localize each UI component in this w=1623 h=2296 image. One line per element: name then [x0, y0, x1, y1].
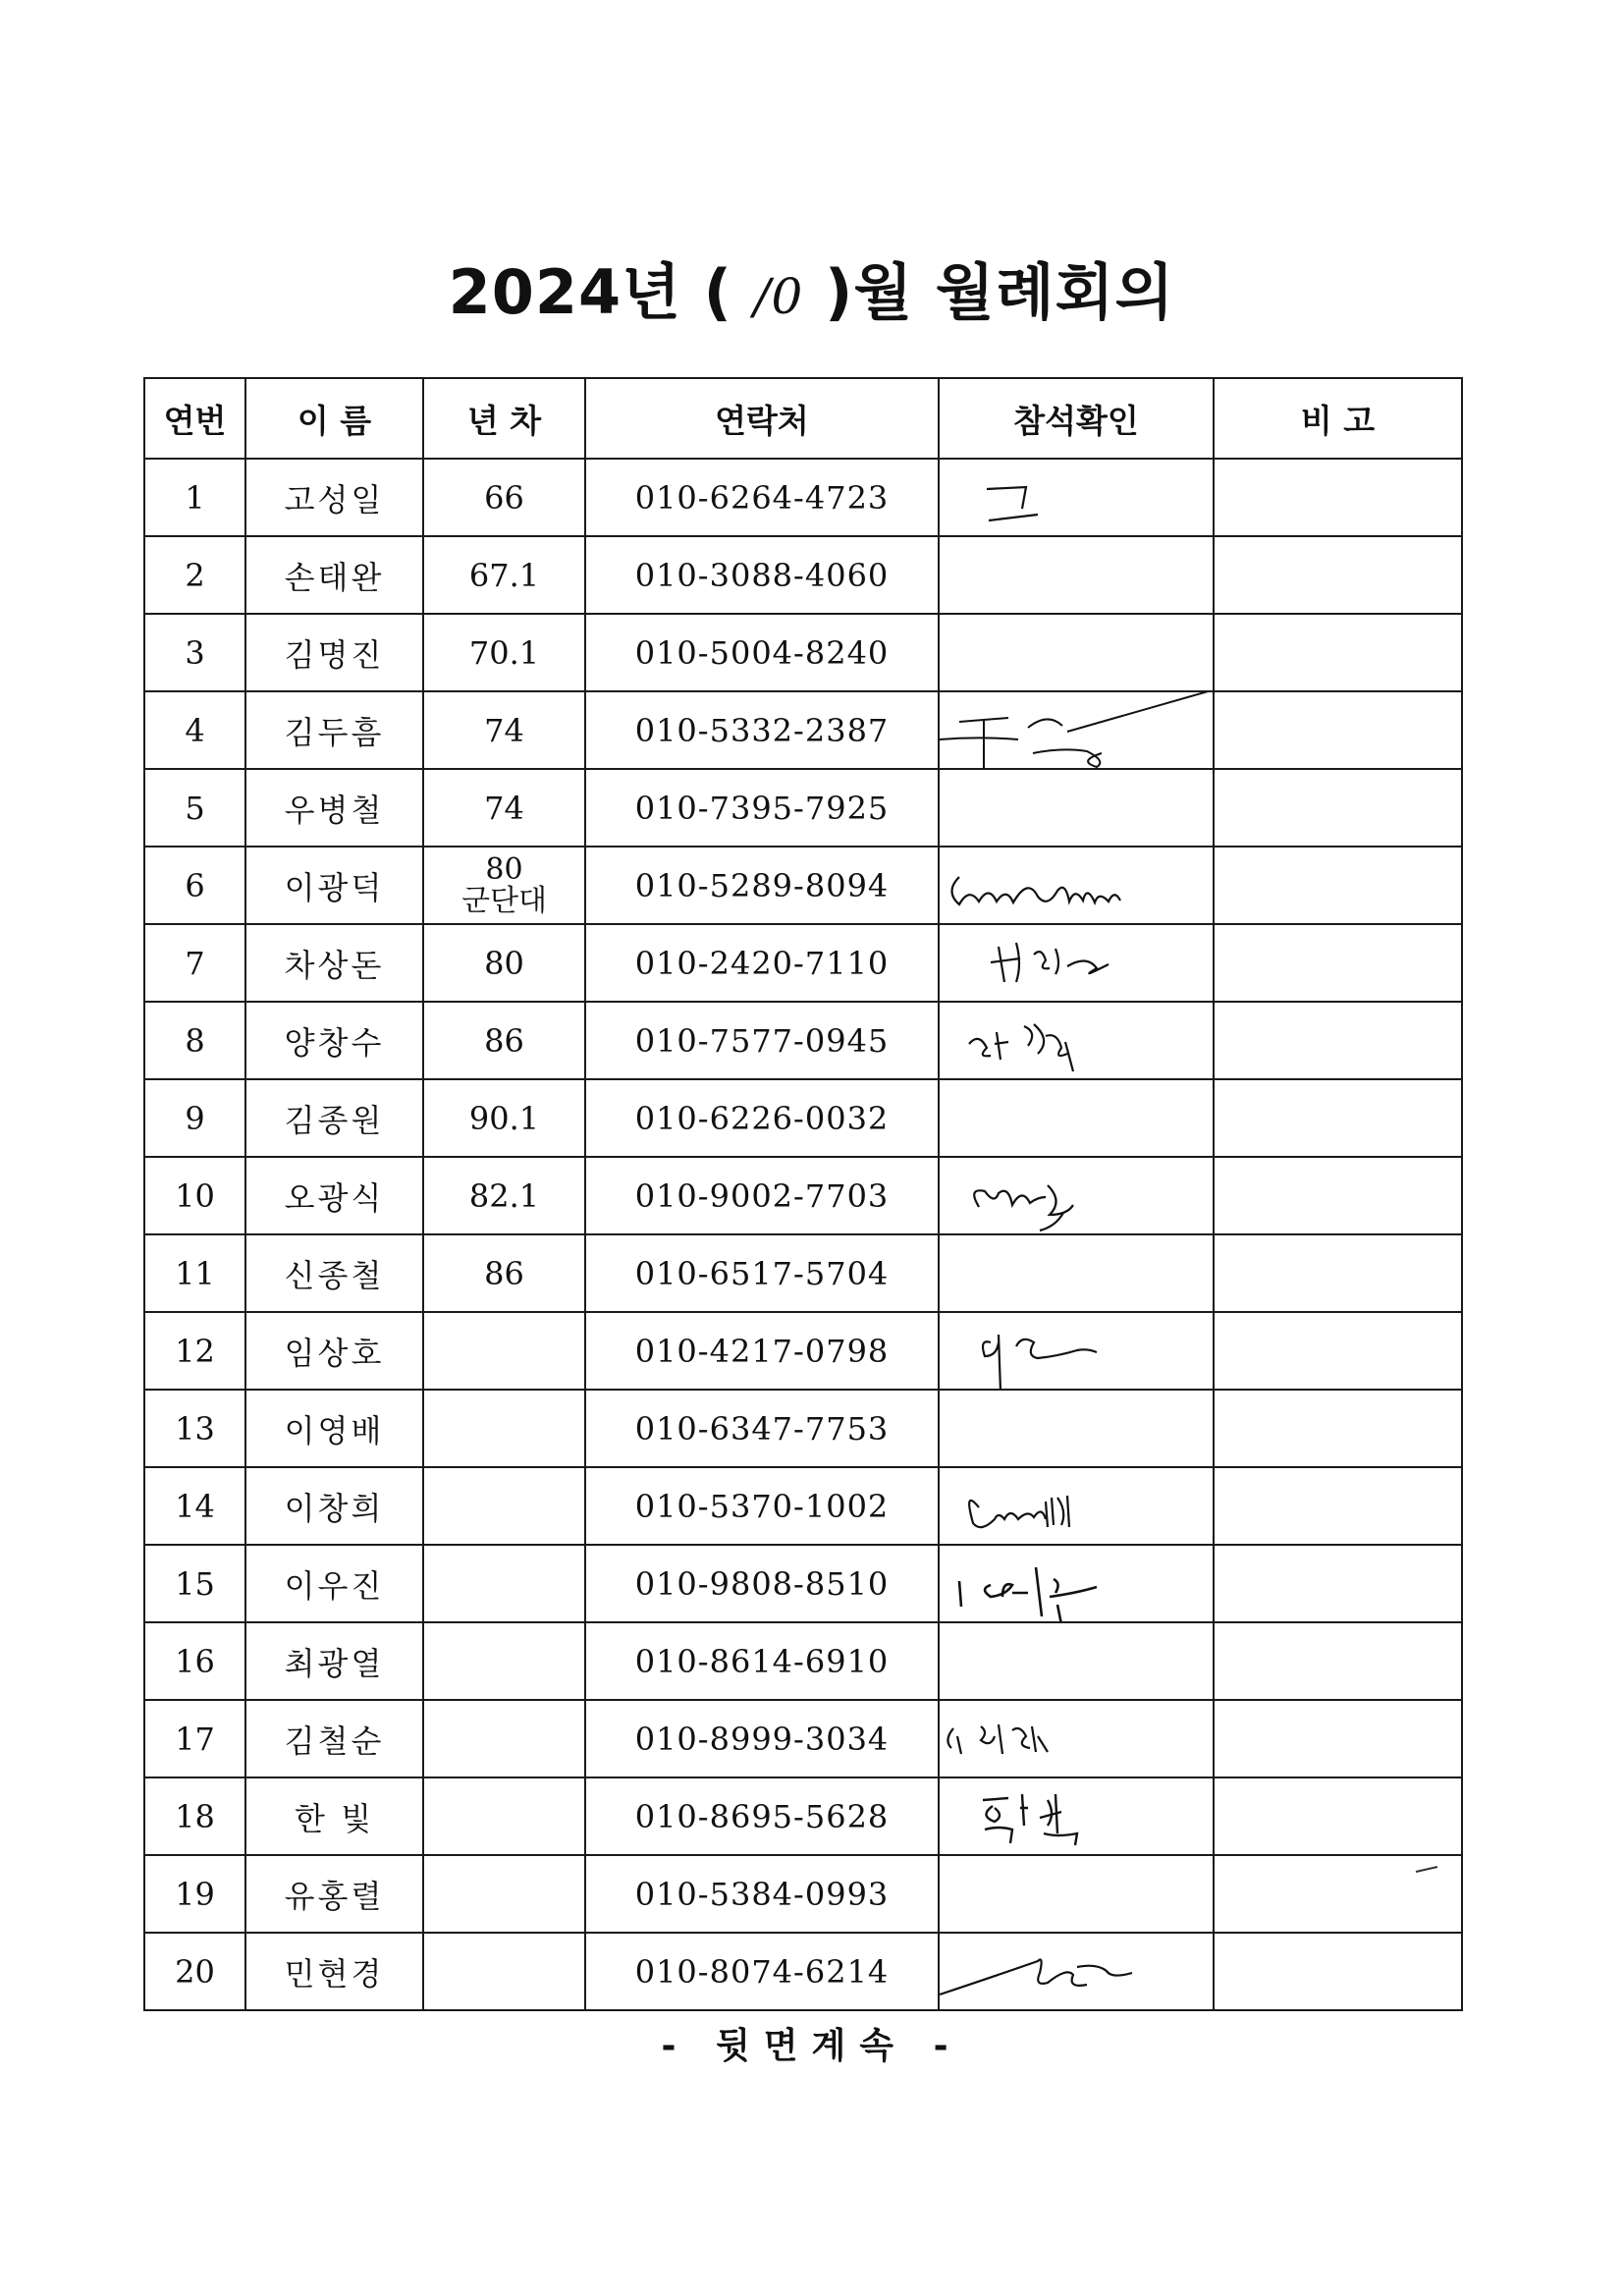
- remarks-cell: [1214, 1467, 1462, 1545]
- remarks-cell: [1214, 1002, 1462, 1079]
- remarks-cell: [1214, 847, 1462, 924]
- phone-cell: 010-5384-0993: [585, 1855, 939, 1933]
- attendance-cell: [939, 769, 1214, 847]
- attendance-table: [143, 377, 1463, 2011]
- signature-mark: [940, 1546, 1214, 1621]
- attendance-cell: [939, 536, 1214, 614]
- name-cell: 김철순: [245, 1700, 423, 1777]
- signature-mark: [940, 1778, 1214, 1854]
- signature-mark: [940, 1701, 1214, 1777]
- table-row: [144, 1933, 1462, 2010]
- signature-mark: [940, 1313, 1214, 1389]
- attendance-cell: [939, 691, 1214, 769]
- remarks-cell: [1214, 1933, 1462, 2010]
- handwritten-month: /0: [753, 268, 804, 325]
- phone-cell: 010-6517-5704: [585, 1234, 939, 1312]
- signature-mark: [940, 1003, 1214, 1078]
- name-cell: 이광덕: [245, 847, 423, 924]
- signature-mark: [940, 1468, 1214, 1544]
- no-cell: 11: [144, 1234, 245, 1312]
- remarks-cell: [1214, 769, 1462, 847]
- table-row: [144, 691, 1462, 769]
- attendance-cell: [939, 614, 1214, 691]
- year-cell: [423, 1933, 585, 2010]
- header-attendance: 참석확인: [939, 378, 1214, 459]
- year-cell: 67.1: [423, 536, 585, 614]
- table-row: [144, 1312, 1462, 1390]
- name-cell: 한 빛: [245, 1777, 423, 1855]
- title-prefix: 2024년 (: [448, 256, 732, 328]
- signature-mark: [940, 460, 1214, 535]
- phone-cell: 010-7395-7925: [585, 769, 939, 847]
- phone-cell: 010-6264-4723: [585, 459, 939, 536]
- no-cell: 10: [144, 1157, 245, 1234]
- table-row: [144, 1390, 1462, 1467]
- stray-pen-mark: [1414, 1863, 1443, 1877]
- name-cell: 이영배: [245, 1390, 423, 1467]
- attendance-cell: [939, 1777, 1214, 1855]
- remarks-cell: [1214, 1390, 1462, 1467]
- signature-mark: [940, 925, 1214, 1001]
- no-cell: 7: [144, 924, 245, 1002]
- phone-cell: 010-8999-3034: [585, 1700, 939, 1777]
- attendance-cell: [939, 1234, 1214, 1312]
- table-row: [144, 1234, 1462, 1312]
- year-cell: 86: [423, 1002, 585, 1079]
- no-cell: 19: [144, 1855, 245, 1933]
- remarks-cell: [1214, 1312, 1462, 1390]
- no-cell: 15: [144, 1545, 245, 1622]
- year-cell: [423, 1545, 585, 1622]
- no-cell: 1: [144, 459, 245, 536]
- phone-cell: 010-9808-8510: [585, 1545, 939, 1622]
- remarks-cell: [1214, 459, 1462, 536]
- no-cell: 18: [144, 1777, 245, 1855]
- phone-cell: 010-7577-0945: [585, 1002, 939, 1079]
- table-row: [144, 769, 1462, 847]
- name-cell: 민현경: [245, 1933, 423, 2010]
- table-row: [144, 1467, 1462, 1545]
- attendance-cell: [939, 1002, 1214, 1079]
- header-row: [144, 378, 1462, 459]
- year-cell: 82.1: [423, 1157, 585, 1234]
- table-row: [144, 1700, 1462, 1777]
- header-remarks: 비 고: [1214, 378, 1462, 459]
- table-row: [144, 614, 1462, 691]
- remarks-cell: [1214, 1079, 1462, 1157]
- year-cell: [423, 1777, 585, 1855]
- table-row: [144, 1855, 1462, 1933]
- year-cell: 70.1: [423, 614, 585, 691]
- year-value: 80: [485, 851, 523, 887]
- name-cell: 이창희: [245, 1467, 423, 1545]
- remarks-cell: [1214, 1545, 1462, 1622]
- no-cell: 8: [144, 1002, 245, 1079]
- name-cell: 김명진: [245, 614, 423, 691]
- no-cell: 9: [144, 1079, 245, 1157]
- name-cell: 이우진: [245, 1545, 423, 1622]
- header-number: 연번: [144, 378, 245, 459]
- no-cell: 4: [144, 691, 245, 769]
- table-row: [144, 847, 1462, 924]
- remarks-cell: [1214, 614, 1462, 691]
- name-cell: 차상돈: [245, 924, 423, 1002]
- remarks-cell: [1214, 1622, 1462, 1700]
- name-cell: 신종철: [245, 1234, 423, 1312]
- header-contact: 연락처: [585, 378, 939, 459]
- signature-mark: [940, 1934, 1214, 2009]
- attendance-cell: [939, 1622, 1214, 1700]
- year-cell: 74: [423, 769, 585, 847]
- attendance-cell: [939, 1855, 1214, 1933]
- phone-cell: 010-6226-0032: [585, 1079, 939, 1157]
- attendance-cell: [939, 1390, 1214, 1467]
- no-cell: 20: [144, 1933, 245, 2010]
- name-cell: 양창수: [245, 1002, 423, 1079]
- remarks-cell: [1214, 691, 1462, 769]
- no-cell: 12: [144, 1312, 245, 1390]
- no-cell: 13: [144, 1390, 245, 1467]
- phone-cell: 010-3088-4060: [585, 536, 939, 614]
- phone-cell: 010-8695-5628: [585, 1777, 939, 1855]
- table-row: [144, 536, 1462, 614]
- name-cell: 우병철: [245, 769, 423, 847]
- continued-on-back-note: - 뒷면계속 -: [661, 2026, 962, 2066]
- table-row: [144, 1002, 1462, 1079]
- table-row: [144, 459, 1462, 536]
- header-year: 년 차: [423, 378, 585, 459]
- remarks-cell: [1214, 924, 1462, 1002]
- signature-mark: [940, 1158, 1214, 1233]
- table-row: [144, 1157, 1462, 1234]
- year-cell: [423, 1622, 585, 1700]
- table-row: [144, 924, 1462, 1002]
- remarks-cell: [1214, 1157, 1462, 1234]
- no-cell: 3: [144, 614, 245, 691]
- name-cell: 임상호: [245, 1312, 423, 1390]
- phone-cell: 010-8614-6910: [585, 1622, 939, 1700]
- phone-cell: 010-4217-0798: [585, 1312, 939, 1390]
- no-cell: 2: [144, 536, 245, 614]
- remarks-cell: [1214, 536, 1462, 614]
- year-cell: [423, 1700, 585, 1777]
- no-cell: 17: [144, 1700, 245, 1777]
- remarks-cell: [1214, 1234, 1462, 1312]
- phone-cell: 010-8074-6214: [585, 1933, 939, 2010]
- attendance-cell: [939, 1700, 1214, 1777]
- name-cell: 유홍렬: [245, 1855, 423, 1933]
- attendance-cell: [939, 1933, 1214, 2010]
- year-cell: [423, 1390, 585, 1467]
- attendance-cell: [939, 459, 1214, 536]
- no-cell: 6: [144, 847, 245, 924]
- table-row: [144, 1545, 1462, 1622]
- phone-cell: 010-9002-7703: [585, 1157, 939, 1234]
- name-cell: 오광식: [245, 1157, 423, 1234]
- table-row: [144, 1777, 1462, 1855]
- name-cell: 최광열: [245, 1622, 423, 1700]
- header-name: 이 름: [245, 378, 423, 459]
- no-cell: 5: [144, 769, 245, 847]
- phone-cell: 010-2420-7110: [585, 924, 939, 1002]
- year-cell: [423, 1312, 585, 1390]
- signature-mark: [940, 847, 1214, 923]
- year-cell: [423, 1855, 585, 1933]
- year-cell: [423, 847, 585, 924]
- phone-cell: 010-6347-7753: [585, 1390, 939, 1467]
- attendance-cell: [939, 1157, 1214, 1234]
- document-title: [0, 253, 1623, 336]
- year-cell: 86: [423, 1234, 585, 1312]
- title-suffix: )월 월례회의: [824, 256, 1175, 328]
- attendance-cell: [939, 847, 1214, 924]
- name-cell: 손태완: [245, 536, 423, 614]
- year-cell: 66: [423, 459, 585, 536]
- no-cell: 16: [144, 1622, 245, 1700]
- phone-cell: 010-5370-1002: [585, 1467, 939, 1545]
- year-sub-label: 군단대: [461, 883, 547, 918]
- no-cell: 14: [144, 1467, 245, 1545]
- table-row: [144, 1622, 1462, 1700]
- year-cell: 74: [423, 691, 585, 769]
- remarks-cell: [1214, 1777, 1462, 1855]
- signature-mark: [940, 692, 1214, 768]
- year-cell: 80: [423, 924, 585, 1002]
- year-cell: 90.1: [423, 1079, 585, 1157]
- name-cell: 김종원: [245, 1079, 423, 1157]
- name-cell: 김두흠: [245, 691, 423, 769]
- attendance-cell: [939, 1467, 1214, 1545]
- phone-cell: 010-5004-8240: [585, 614, 939, 691]
- phone-cell: 010-5289-8094: [585, 847, 939, 924]
- table-row: [144, 1079, 1462, 1157]
- name-cell: 고성일: [245, 459, 423, 536]
- attendance-cell: [939, 924, 1214, 1002]
- attendance-cell: [939, 1545, 1214, 1622]
- year-cell: [423, 1467, 585, 1545]
- attendance-cell: [939, 1079, 1214, 1157]
- phone-cell: 010-5332-2387: [585, 691, 939, 769]
- remarks-cell: [1214, 1700, 1462, 1777]
- attendance-cell: [939, 1312, 1214, 1390]
